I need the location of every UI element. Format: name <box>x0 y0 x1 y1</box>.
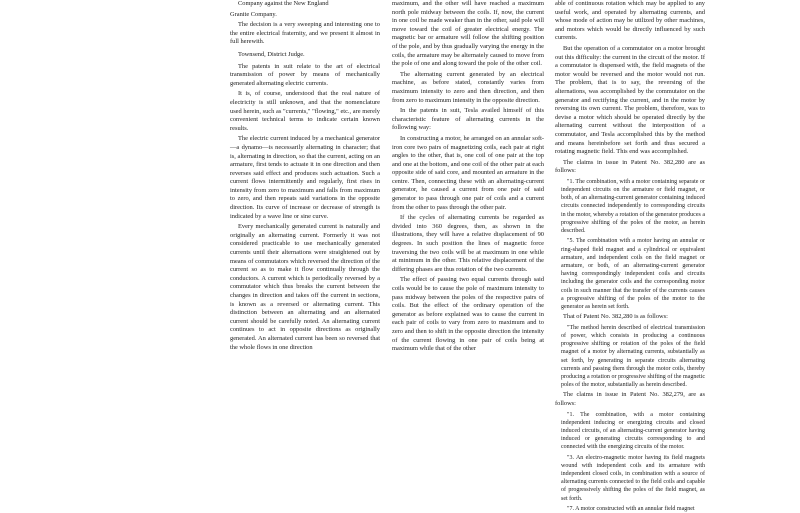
article-top-line: Company against the New England <box>238 0 329 7</box>
middle-paragraph-5: If the cycles of alternating currents be regarded as divided into 360 degrees, then, as shown in the illustrations, they will have a relative displacement of 90 degrees. In such position the lines of magnetic force traversing the two coils will be at maximum in one while at minimum in the other. This relative displacement of the differing phases are thus rotation of the two currents. <box>392 214 544 273</box>
right-paragraph-5: The claims in issue in Patent No. 382,279, are as follows: <box>555 391 705 407</box>
article-top-line-2: Granite Company. <box>230 10 277 18</box>
left-paragraph-4: Every mechanically generated current is naturally and originally an alternating current. Formerly it was not considered practicable to use mechanically generated currents until their alternations were straightened out by means of commutators which reversed the direction of the current so as to make it flow continually through the conductors. A current which is periodically reversed by a commutator which thus breaks the current between the changes in direction and takes off the current in sections, is known as a reversed or alternating current. This distinction between an alternating and an alternated current should be carefully noted. An alternating current continues to act in opposite directions as originally generated. An alternated current has been so reversed that the whole flows in one direction <box>230 223 380 351</box>
patent-claim-2-1: "1. The combination, with a motor containing independent inducing or energizing circuits and closed induced circuits, of an alternating-current generator having induced or generating circuits corresponding to and connected with the energizing circuits of the motor. <box>561 411 705 451</box>
method-claim: "The method herein described of electrical transmission of power, which consists in producing a continuous progressive shifting or rotation of the poles of the field magnet of a motor by alternating currents, substantially as set forth, by generating in separate circuits alternating currents and passing them through the motor coils, thereby producing a rotation or progressive shifting of the magnetic poles of the motor, substantially as herein described. <box>561 324 705 389</box>
article-column-right <box>555 0 705 512</box>
middle-paragraph-1: maximum, and the other will have reached a maximum north pole midway between the coils. If, now, the current in one coil be made weaker than in the other, said pole will move toward the coil of greater electrical energy. The magnetic bar or armature will follow the shifting position of the pole, and by thus gradually varying the energy in the coils, the armature may be alternately caused to move from the pole of one and along toward the pole of the other coil. <box>392 0 544 68</box>
middle-paragraph-4: In constructing a motor, he arranged on an annular soft-iron core two pairs of magnetizing coils, each pair at right angles to the other, that is, one coil of one pair at the top and one at the bottom, and one coil of the other pair at each opposite side of said core, and mounted an armature in the centre. Then, connecting these with an alternating-current generator, he caused a current from one pair of said generator to pass through one pair of coils and a current from the other to pass through the other pair. <box>392 134 544 211</box>
patent-claim-1: "1. The combination, with a motor containing separate or independent circuits on the armature or field magnet, or both, of an alternating-current generator containing induced circuits connected independently to corresponding circuits in the motor, whereby a rotation of the generator produces a progressive shifting of the poles of the motor, as herein described. <box>561 178 705 235</box>
middle-paragraph-3: In the patents in suit, Tesla availed himself of this characteristic feature of alternating currents in the following way: <box>392 107 544 132</box>
middle-paragraph-6: The effect of passing two equal currents through said coils would be to cause the pole of maximum intensity to pass midway between the poles of the respective pairs of coils. But the effect of the ordinary operation of the generator as before explained was to cause the current in each pair of coils to vary from zero to maximum and to zero and then to shift in the opposite direction the intensity of the current flowing in one pair of coils being at maximum while that of the other <box>392 276 544 353</box>
left-paragraph-1: The patents in suit relate to the art of electrical transmission of power by means of mechanically generated alternating electric currents. <box>230 62 380 87</box>
right-paragraph-4: That of Patent No. 382,280 is as follows: <box>563 313 668 321</box>
judge-heading: Townsend, District Judge. <box>238 50 305 58</box>
left-paragraph-2: It is, of course, understood that the real nature of electricity is still unknown, and that the nomenclature used herein, such as "currents," "flowing," etc., are merely convenient technical terms to indicate certain known results. <box>230 90 380 132</box>
article-column-middle <box>392 0 544 455</box>
patent-claim-5: "5. The combination with a motor having an annular or ring-shaped field magnet and a cylindrical or equivalent armature, and independent coils on the field magnet or armature, or both, of an alternating-current generator having correspondingly independent coils and circuits including the generator coils and the corresponding motor coils in such manner that the transfer of the currents causes a progressive shifting of the poles of the motor to the generator as herein set forth. <box>561 238 705 310</box>
right-paragraph-3: The claims in issue in Patent No. 382,280 are as follows: <box>555 158 705 175</box>
patent-claim-2-3: "3. An electro-magnetic motor having its field magnets wound with independent coils and its armature with independent closed coils, in combination with a source of alternating currents connected to the field coils and capable of progressively shifting the poles of the field magnet, as set forth. <box>561 454 705 502</box>
article-column-left <box>230 0 380 455</box>
right-paragraph-1: able of continuous rotation which may be applied to any useful work, and operated by alternating currents, and whose mode of action may be utilized by other machines, and motors which would be directly influenced by such currents. <box>555 0 705 42</box>
middle-paragraph-2: The alternating current generated by an electrical machine, as before stated, constantly varies from maximum intensity to zero and then direction, and then from zero to maximum intensity in the opposite direction. <box>392 70 544 104</box>
decision-paragraph: The decision is a very sweeping and interesting one to the entire electrical fraternity, and we present it almost in full herewith. <box>230 21 380 46</box>
right-paragraph-2: But the operation of a commutator on a motor brought out this difficulty: the current in the circuit of the motor. If a commutator is dispensed with, the field magnets of the motor would be reversed and the motor would not run. The problem, that is to say, the reversing of the alternations, was accomplished by the commutator on the generator and rectifying the current, and in the motor by reversing its own current. The problem, therefore, was to devise a motor which should be operated directly by the alternating current without the interposition of a commutator, and Tesla accomplished this by the method and means hereinbefore set forth and thus secured a rotating magnetic field. This end was accomplished. <box>555 44 705 156</box>
patent-claim-2-7: "7. A motor constructed with an annular field magnet <box>567 505 695 512</box>
left-paragraph-3: The electric current induced by a mechanical generator—a dynamo—is necessarily alternating in character; that is, alternating in direction, so that the current, acting on an armature, first tends to actuate it in one direction and then reverses said effect and produces such actuation. Such a current flows intermittently and regularly, first rises in intensity from zero to maximum and falls from maximum to zero, and then repeats said variations in the opposite direction. Its curve of increase or decrease of strength is indicated by a wave line or sine curve. <box>230 135 380 220</box>
